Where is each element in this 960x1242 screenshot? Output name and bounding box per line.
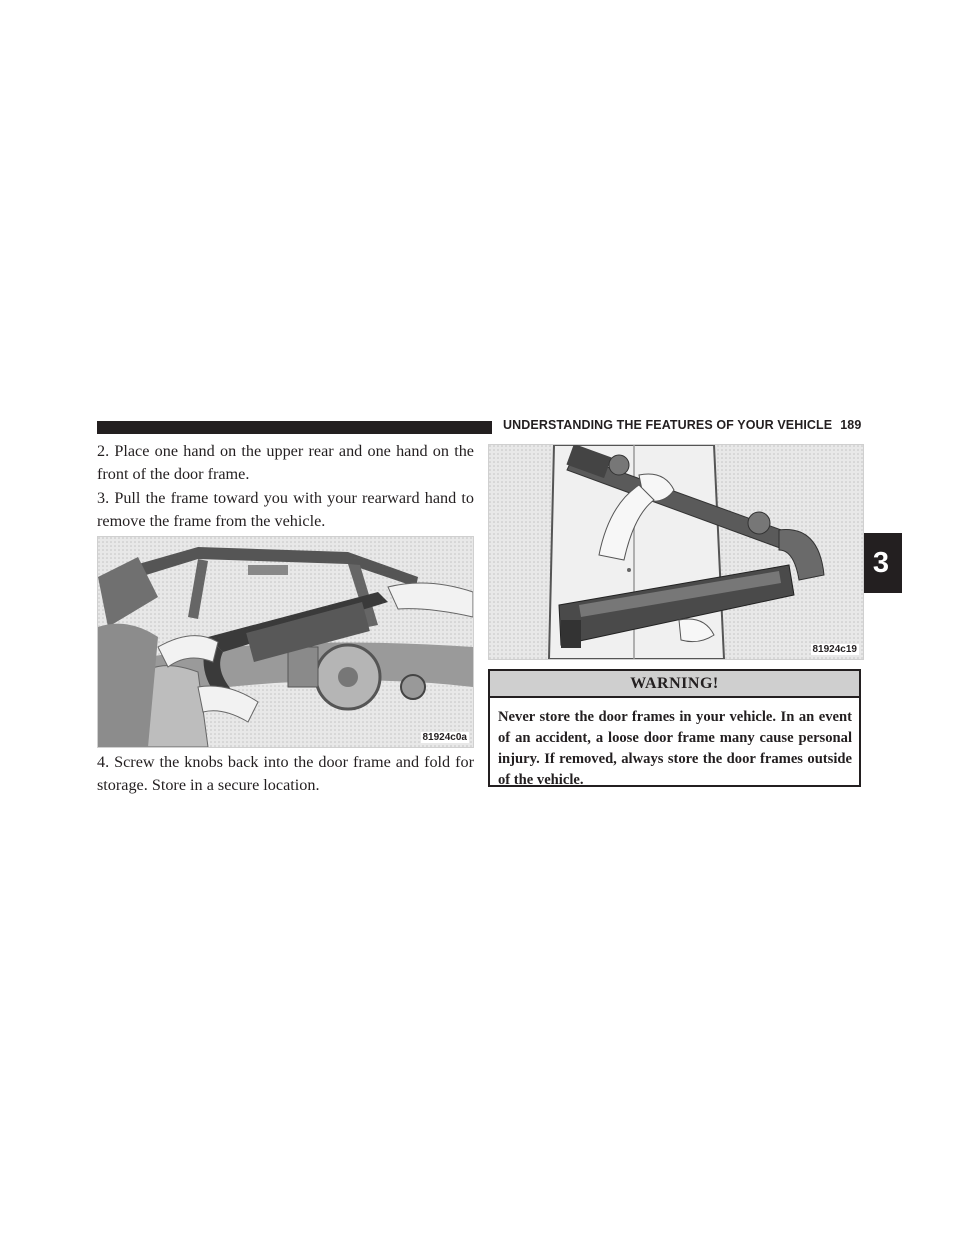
warning-heading: WARNING!	[490, 671, 859, 698]
step-2-text: 2. Place one hand on the upper rear and one hand on the front of the door frame.	[97, 442, 474, 483]
warning-box	[488, 669, 861, 787]
vehicle-interior-illustration	[98, 537, 473, 747]
figure-code: 81924c0a	[422, 732, 467, 743]
header-rule	[97, 421, 492, 434]
person-holding-frames-illustration	[489, 445, 863, 659]
figure-code: 81924c19	[812, 644, 857, 655]
chapter-tab: 3	[860, 533, 902, 593]
step-4-text: 4. Screw the knobs back into the door frame and fold for storage. Store in a secure location.	[97, 753, 474, 794]
folded-door-frame-figure	[488, 444, 864, 660]
step-3-text: 3. Pull the frame toward you with your rearward hand to remove the frame from the vehicle.	[97, 489, 474, 530]
running-header	[503, 418, 864, 432]
door-frame-removal-figure	[97, 536, 474, 748]
warning-text: Never store the door frames in your vehicle. In an event of an accident, a loose door frame many cause personal injury. If removed, always store the door frames outside of the vehicle.	[498, 709, 852, 788]
page-number: 189	[840, 418, 862, 432]
section-title: UNDERSTANDING THE FEATURES OF YOUR VEHICLE	[503, 418, 833, 432]
